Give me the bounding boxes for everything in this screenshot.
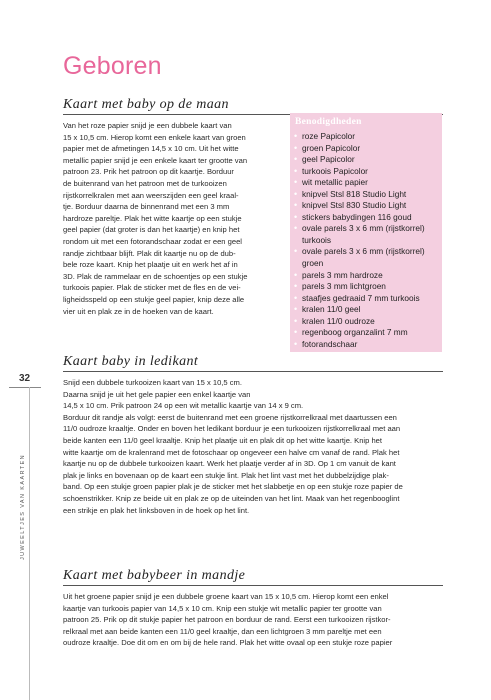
materials-item [294, 177, 440, 189]
margin-rule [9, 387, 41, 388]
materials-item-text: stickers babydingen 116 goud [302, 211, 412, 222]
materials-item-text: parels 3 mm hardroze [302, 269, 383, 280]
bullet-icon: • [294, 165, 298, 176]
materials-item-text: regenboog organzalint 7 mm [302, 327, 408, 338]
bullet-icon: • [294, 223, 298, 234]
chapter-title: Geboren [63, 52, 162, 80]
text-line: Uit het groene papier snijd je een dubbele groene kaart van 15 x 10,5 cm. Hierop komt een enkel [63, 592, 389, 601]
text-line: plak je links en bovenaan op de kaart een stukje lint. Plak het lint vast met het dubbelzijdige plak- [63, 470, 389, 480]
text-line: witte kaartje om de kralenrand met de fotoschaar op ongeveer een halve cm vanaf de rand. Plak het [63, 447, 400, 457]
section-heading-babybeer: Kaart met babybeer in mandje [63, 568, 246, 583]
text-line: beide kanten een 11/0 geel kraaltje. Knip het plaatje uit en plak dit op het witte kaartje. Knip het [63, 435, 383, 445]
margin-line [29, 387, 30, 700]
materials-item [294, 189, 440, 201]
materials-item-text: geel Papicolor [302, 154, 355, 165]
materials-item [294, 246, 440, 258]
materials-item [294, 339, 440, 351]
materials-item-text: knipvel Stsl 830 Studio Light [302, 200, 407, 211]
running-head: JUWEELTJES VAN KAARTEN [20, 454, 26, 560]
materials-item-text: roze Papicolor [302, 131, 356, 141]
text-line: een strikje en plak het linksboven in de hoek op het lint. [63, 505, 250, 515]
text-line: Van het roze papier snijd je een dubbele kaart van [63, 121, 232, 130]
materials-item-text: parels 3 mm lichtgroen [302, 281, 386, 292]
section-heading-baby-maan: Kaart met baby op de maan [63, 97, 229, 112]
materials-item-text: wit metallic papier [302, 177, 368, 188]
bullet-icon: • [294, 188, 298, 199]
materials-box [290, 113, 442, 352]
section-divider [63, 371, 443, 372]
text-line: kaartje nu op de dubbele turkooizen kaart. Werk het plaatje verder af in 3D. Op 1 cm vanuit de kant [63, 459, 396, 469]
materials-item [294, 304, 440, 316]
materials-item [294, 258, 440, 270]
materials-item-text: kralen 11/0 geel [302, 304, 361, 315]
materials-item-text: groen Papicolor [302, 142, 361, 153]
bullet-icon: • [294, 211, 298, 222]
materials-item [294, 166, 440, 178]
materials-item [294, 316, 440, 328]
materials-item-text: fotorandschaar [302, 338, 358, 349]
bullet-icon: • [294, 281, 298, 292]
text-line: vier uit en plak ze in de hoeken van de kaart. [63, 306, 214, 316]
bullet-icon: • [294, 131, 298, 141]
text-line: rijstkorrelkralen met aan weerszijden een geel kraal- [63, 190, 239, 200]
text-line: Snijd een dubbele turkooizen kaart van 15 x 10,5 cm. [63, 378, 242, 387]
text-line: Borduur dit randje als volgt: eerst de buitenrand met een groene rijstkorrelkraal met daartussen een [63, 412, 397, 422]
materials-item-text: turkoois [302, 234, 332, 245]
section-body-babybeer [63, 591, 449, 649]
materials-item [294, 131, 440, 143]
bullet-icon: • [294, 292, 298, 303]
text-line: band. Op een stukje groen papier plak je de sticker met het slabbetje en op een stukje roze papier de [63, 482, 403, 492]
section-body-ledikant [63, 377, 449, 516]
text-line: schoenstrikker. Knip ze beide uit en plak ze op de uiteinden van het lint. Maak van het regenbooglint [63, 493, 400, 503]
bullet-icon: • [294, 338, 298, 349]
materials-item [294, 212, 440, 224]
text-line: de buitenrand van het patroon met de turkooizen [63, 178, 227, 188]
materials-item [294, 235, 440, 247]
bullet-icon: • [294, 327, 298, 338]
text-line: turkoois papier. Plak de sticker met de fles en de vei- [63, 283, 241, 293]
text-line: patroon 23. Prik het patroon op dit kaartje. Borduur [63, 167, 234, 177]
text-line: ligheidsspeld op een stukje geel papier, knip deze alle [63, 294, 245, 304]
page-number: 32 [19, 373, 31, 384]
bullet-icon: • [294, 315, 298, 326]
section-divider [63, 585, 443, 586]
materials-item-text: turkoois Papicolor [302, 165, 368, 176]
text-line: papier met de afmetingen 14,5 x 10 cm. Uit het witte [63, 144, 239, 154]
materials-item [294, 293, 440, 305]
text-line: 3D. Plak de rammelaar en de schoentjes op een stukje [63, 271, 248, 281]
bullet-icon: • [294, 142, 298, 153]
materials-item-text: staafjes gedraaid 7 mm turkoois [302, 292, 420, 303]
text-line: rondom uit met een fotorandschaar zodat er een geel [63, 236, 242, 246]
text-line: metallic papier snijd je een enkele kaart ter grootte van [63, 155, 248, 165]
text-line: 14,5 x 10 cm. Prik patroon 24 op een wit metallic kaartje van 14 x 9 cm. [63, 401, 304, 411]
text-line: patroon 25. Prik op dit stukje papier het patroon en borduur de rand. Eerst een turkooizen rijstkor- [63, 615, 391, 625]
materials-item [294, 281, 440, 293]
text-line: 15 x 10,5 cm. Hierop komt een enkele kaart van groen [63, 132, 246, 142]
bullet-icon: • [294, 269, 298, 280]
materials-item-text: kralen 11/0 oudroze [302, 315, 375, 326]
materials-item [294, 270, 440, 282]
materials-item-text: groen [302, 258, 324, 269]
materials-item-text: ovale parels 3 x 6 mm (rijstkorrel) [302, 246, 425, 257]
bullet-icon: • [294, 200, 298, 211]
section-heading-ledikant: Kaart baby in ledikant [63, 354, 199, 369]
bullet-icon: • [294, 154, 298, 165]
materials-item-text: knipvel Stsl 818 Studio Light [302, 188, 407, 199]
text-line: geel papier (dat groter is dan het kaartje) en knip het [63, 225, 240, 235]
text-line: kaartje van turkoois papier van 14,5 x 10 cm. Knip een stukje wit metallic papier ter grootte van [63, 603, 382, 613]
materials-item [294, 223, 440, 235]
text-line: 11/0 oudroze kraaltje. Onder en boven het ledikant borduur je een turkooizen rijstkorrelkraal met aan [63, 424, 401, 434]
materials-title: Benodigdheden [295, 117, 362, 127]
text-line: Daarna snijd je uit het gele papier een enkel kaartje van [63, 389, 251, 399]
bullet-icon: • [294, 304, 298, 315]
text-line: relkraal met aan beide kanten een 11/0 geel kraaltje, dan een lichtgroen 3 mm pareltje met een [63, 626, 382, 636]
materials-item-text: ovale parels 3 x 6 mm (rijstkorrel) [302, 223, 425, 234]
text-line: hardroze pareltje. Plak het witte kaartje op een stukje [63, 213, 242, 223]
section-body-baby-maan [63, 120, 277, 317]
bullet-icon: • [294, 177, 298, 188]
materials-item [294, 200, 440, 212]
text-line: randje zichtbaar blijft. Plak dit kaartje nu op de dub- [63, 248, 236, 258]
text-line: tje. Borduur daarna de binnenrand met een 3 mm [63, 202, 230, 212]
materials-item [294, 154, 440, 166]
materials-item [294, 327, 440, 339]
text-line: oudroze kraaltje. Doe dit om en om bij de hele rand. Plak het witte ovaal op een stukje roze papier [63, 638, 393, 648]
materials-list [294, 131, 440, 350]
text-line: bele roze kaart. Knip het plaatje uit en werk het af in [63, 260, 238, 270]
bullet-icon: • [294, 246, 298, 257]
materials-item [294, 143, 440, 155]
